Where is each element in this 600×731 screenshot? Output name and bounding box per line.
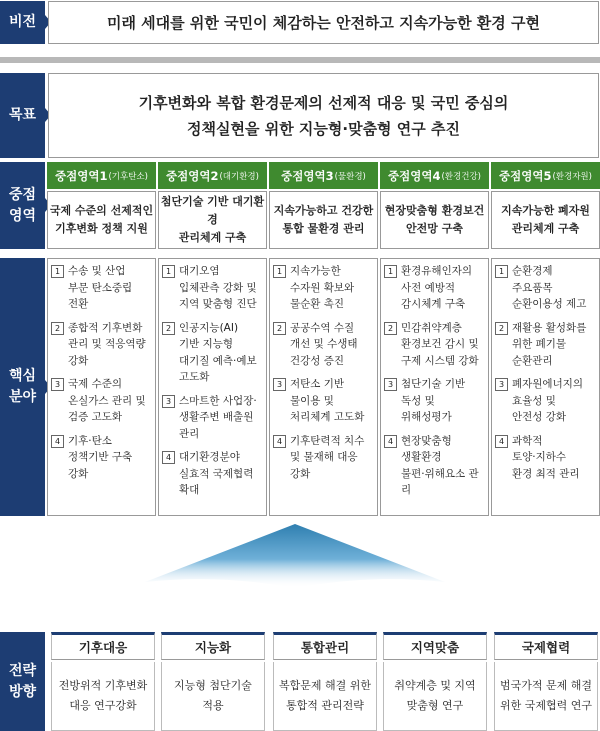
core-column-5 [491,258,600,516]
focus-label: 중점 영역 [0,162,45,249]
divider [0,57,600,63]
goal-text-box [48,73,599,158]
core-item: 2 종합적 기후변화 관리 및 적응역량 강화 [51,320,152,370]
number-box: 3 [384,378,397,391]
core-item: 1 지속가능한 수자원 확보와 물순환 촉진 [273,263,374,313]
core-item: 2 재활용 활성화를 위한 폐기물 순환관리 [495,320,596,370]
strategy-title-1: 기후대응 [51,632,155,660]
strategy-label: 전략 방향 [0,632,45,731]
vision-label: 비전 [0,1,45,44]
goal-text-line-2: 정책실현을 위한 지능형·맞춤형 연구 추진 [187,119,460,138]
core-item: 1 수송 및 산업 부문 탄소중립 전환 [51,263,152,313]
number-box: 2 [495,322,508,335]
focus-area-desc-3: 지속가능하고 건강한 통합 물환경 관리 [269,191,378,249]
focus-area-header-2: 중점영역2 (대기환경) [158,162,267,189]
number-box: 1 [384,265,397,278]
core-label: 핵심 분야 [0,258,45,516]
strategy-desc-4: 취약계층 및 지역 맞춤형 연구 [383,662,487,731]
vision-text-box [48,1,599,44]
focus-area-desc-1: 국제 수준의 선제적인 기후변화 정책 지원 [47,191,156,249]
number-box: 3 [51,378,64,391]
number-box: 4 [162,451,175,464]
core-item: 2 인공지능(AI) 기반 지능형 대기질 예측·예보 고도화 [162,320,263,386]
core-item: 3 국제 수준의 온실가스 관리 및 검증 고도화 [51,376,152,426]
core-item: 3 폐자원에너지의 효율성 및 안전성 강화 [495,376,596,426]
core-item: 2 공공수역 수질 개선 및 수생태 건강성 증진 [273,320,374,370]
core-item: 4 과학적 토양·지하수 환경 최적 관리 [495,433,596,483]
number-box: 2 [273,322,286,335]
number-box: 1 [51,265,64,278]
focus-area-desc-2: 첨단기술 기반 대기환경 관리체계 구축 [158,191,267,249]
number-box: 4 [495,435,508,448]
focus-area-header-5: 중점영역5 (환경자원) [491,162,600,189]
strategy-title-2: 지능화 [161,632,265,660]
core-column-1 [47,258,156,516]
number-box: 3 [162,395,175,408]
strategy-desc-1: 전방위적 기후변화 대응 연구강화 [51,662,155,731]
strategy-desc-5: 범국가적 문제 해결 위한 국제협력 연구 [494,662,598,731]
core-item: 3 첨단기술 기반 독성 및 위해성평가 [384,376,485,426]
core-column-4 [380,258,489,516]
strategy-title-5: 국제협력 [494,632,598,660]
goal-label: 목표 [0,73,45,158]
strategy-desc-2: 지능형 첨단기술 적용 [161,662,265,731]
number-box: 1 [495,265,508,278]
number-box: 1 [162,265,175,278]
core-item: 4 대기환경분야 실효적 국제협력 확대 [162,449,263,499]
number-box: 3 [273,378,286,391]
number-box: 2 [51,322,64,335]
core-item: 1 환경유해인자의 사전 예방적 감시체계 구축 [384,263,485,313]
number-box: 2 [384,322,397,335]
focus-area-desc-5: 지속가능한 폐자원 관리체계 구축 [491,191,600,249]
number-box: 3 [495,378,508,391]
core-item: 1 순환경제 주요품목 순환이용성 제고 [495,263,596,313]
core-column-2 [158,258,267,516]
strategy-title-4: 지역맞춤 [383,632,487,660]
core-item: 4 현장맞춤형 생활환경 불편·위해요소 관리 [384,433,485,499]
vision-text: 미래 세대를 위한 국민이 체감하는 안전하고 지속가능한 환경 구현 [106,14,540,32]
core-column-3 [269,258,378,516]
number-box: 4 [51,435,64,448]
focus-area-header-3: 중점영역3 (물환경) [269,162,378,189]
goal-text-line-1: 기후변화와 복합 환경문제의 선제적 대응 및 국민 중심의 [138,93,509,112]
focus-area-header-1: 중점영역1 (기후탄소) [47,162,156,189]
focus-area-header-4: 중점영역4 (환경건강) [380,162,489,189]
core-item: 4 기후·탄소 정책기반 구축 강화 [51,433,152,483]
strategy-desc-3: 복합문제 해결 위한 통합적 관리전략 [273,662,377,731]
strategy-title-3: 통합관리 [273,632,377,660]
number-box: 4 [273,435,286,448]
upward-arrow-icon [140,522,450,602]
core-item: 4 기후탄력적 치수 및 물재해 대응 강화 [273,433,374,483]
number-box: 4 [384,435,397,448]
core-item: 3 저탄소 기반 물이용 및 처리체계 고도화 [273,376,374,426]
focus-area-desc-4: 현장맞춤형 환경보건 안전망 구축 [380,191,489,249]
number-box: 2 [162,322,175,335]
number-box: 1 [273,265,286,278]
core-item: 1 대기오염 입체관측 강화 및 지역 맞춤형 진단 [162,263,263,313]
core-item: 3 스마트한 사업장· 생활주변 배출원 관리 [162,393,263,443]
core-item: 2 민감취약계층 환경보건 감시 및 구제 시스템 강화 [384,320,485,370]
